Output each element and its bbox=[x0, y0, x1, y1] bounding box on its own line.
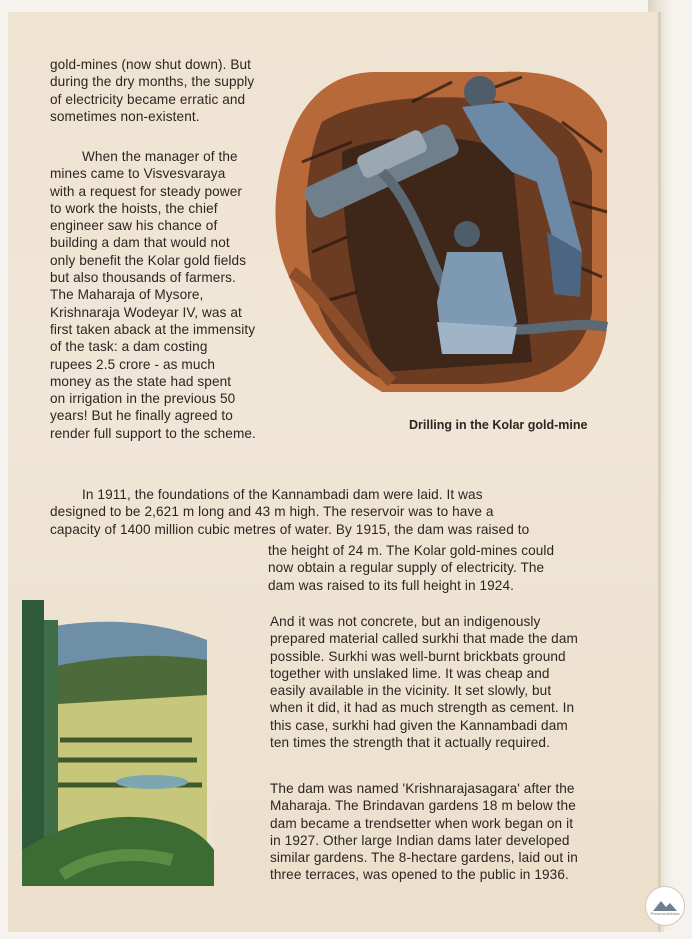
text-line: building a dam that would not bbox=[50, 235, 230, 251]
text-line: when it did, it had as much strength as cement. In bbox=[270, 700, 575, 716]
text-line: in 1927. Other large Indian dams later developed bbox=[270, 832, 570, 848]
text-line: similar gardens. The 8-hectare gardens, laid out in bbox=[270, 850, 578, 866]
text-line: the height of 24 m. The Kolar gold-mines could bbox=[268, 543, 555, 558]
text-line: during the dry months, the supply bbox=[50, 74, 255, 90]
text-line: only benefit the Kolar gold fields bbox=[50, 252, 247, 268]
text-line: And it was not concrete, but an indigenously bbox=[270, 614, 541, 629]
text-line: gold-mines (now shut down). But bbox=[50, 57, 252, 72]
mountain-logo-icon bbox=[646, 887, 684, 925]
text-line: but also thousands of farmers. bbox=[50, 270, 236, 286]
text-line: mines came to Visvesvaraya bbox=[50, 166, 226, 182]
text-line: dam became a trendsetter when work began on it bbox=[270, 815, 574, 831]
text-line: Krishnaraja Wodeyar IV, was at bbox=[50, 304, 242, 320]
paragraph-intro bbox=[50, 56, 254, 125]
text-line: When the manager of the bbox=[82, 149, 238, 164]
text-line: The Maharaja of Mysore, bbox=[50, 287, 204, 303]
illustration-caption: Drilling in the Kolar gold-mine bbox=[409, 418, 588, 432]
text-line: possible. Surkhi was well-burnt brickbats ground bbox=[270, 648, 566, 664]
text-line: The dam was named 'Krishnarajasagara' after the bbox=[270, 781, 575, 796]
garden-illustration bbox=[22, 600, 214, 886]
logo-text: PreserveArticles bbox=[650, 911, 680, 916]
paragraph-foundation bbox=[50, 486, 529, 538]
paragraph-surkhi bbox=[270, 613, 578, 751]
text-line: three terraces, was opened to the public in 1936. bbox=[270, 867, 569, 883]
text-line: to work the hoists, the chief bbox=[50, 200, 218, 216]
text-line: with a request for steady power bbox=[50, 183, 242, 199]
text-line: capacity of 1400 million cubic metres of water. By 1915, the dam was raised to bbox=[50, 521, 530, 537]
paragraph-height bbox=[268, 542, 554, 594]
text-line: dam was raised to its full height in 1924. bbox=[268, 577, 514, 593]
text-line: of electricity became erratic and bbox=[50, 91, 246, 107]
paragraph-brindavan bbox=[270, 780, 578, 884]
text-line: rupees 2.5 crore - as much bbox=[50, 356, 216, 372]
text-line: this case, surkhi had given the Kannambadi dam bbox=[270, 717, 568, 733]
watermark-logo bbox=[645, 886, 685, 926]
text-line: designed to be 2,621 m long and 43 m high. The reservoir was to have a bbox=[50, 504, 494, 520]
text-line: Maharaja. The Brindavan gardens 18 m below the bbox=[270, 798, 576, 814]
text-line: now obtain a regular supply of electricity. The bbox=[268, 560, 545, 576]
text-line: render full support to the scheme. bbox=[50, 425, 256, 441]
text-line: together with unslaked lime. It was cheap and bbox=[270, 665, 550, 681]
text-line: of the task: a dam costing bbox=[50, 339, 208, 355]
mine-illustration bbox=[262, 62, 614, 402]
text-line: years! But he finally agreed to bbox=[50, 408, 233, 424]
text-line: sometimes non-existent. bbox=[50, 108, 200, 124]
text-line: engineer saw his chance of bbox=[50, 218, 218, 234]
paragraph-manager bbox=[50, 148, 256, 442]
text-line: on irrigation in the previous 50 bbox=[50, 391, 236, 407]
text-line: prepared material called surkhi that made the dam bbox=[270, 631, 578, 647]
text-line: ten times the strength that it actually required. bbox=[270, 735, 550, 751]
text-line: easily available in the vicinity. It set slowly, but bbox=[270, 683, 552, 699]
text-line: money as the state had spent bbox=[50, 373, 232, 389]
text-line: first taken aback at the immensity bbox=[50, 321, 256, 337]
text-line: In 1911, the foundations of the Kannambadi dam were laid. It was bbox=[82, 487, 483, 502]
